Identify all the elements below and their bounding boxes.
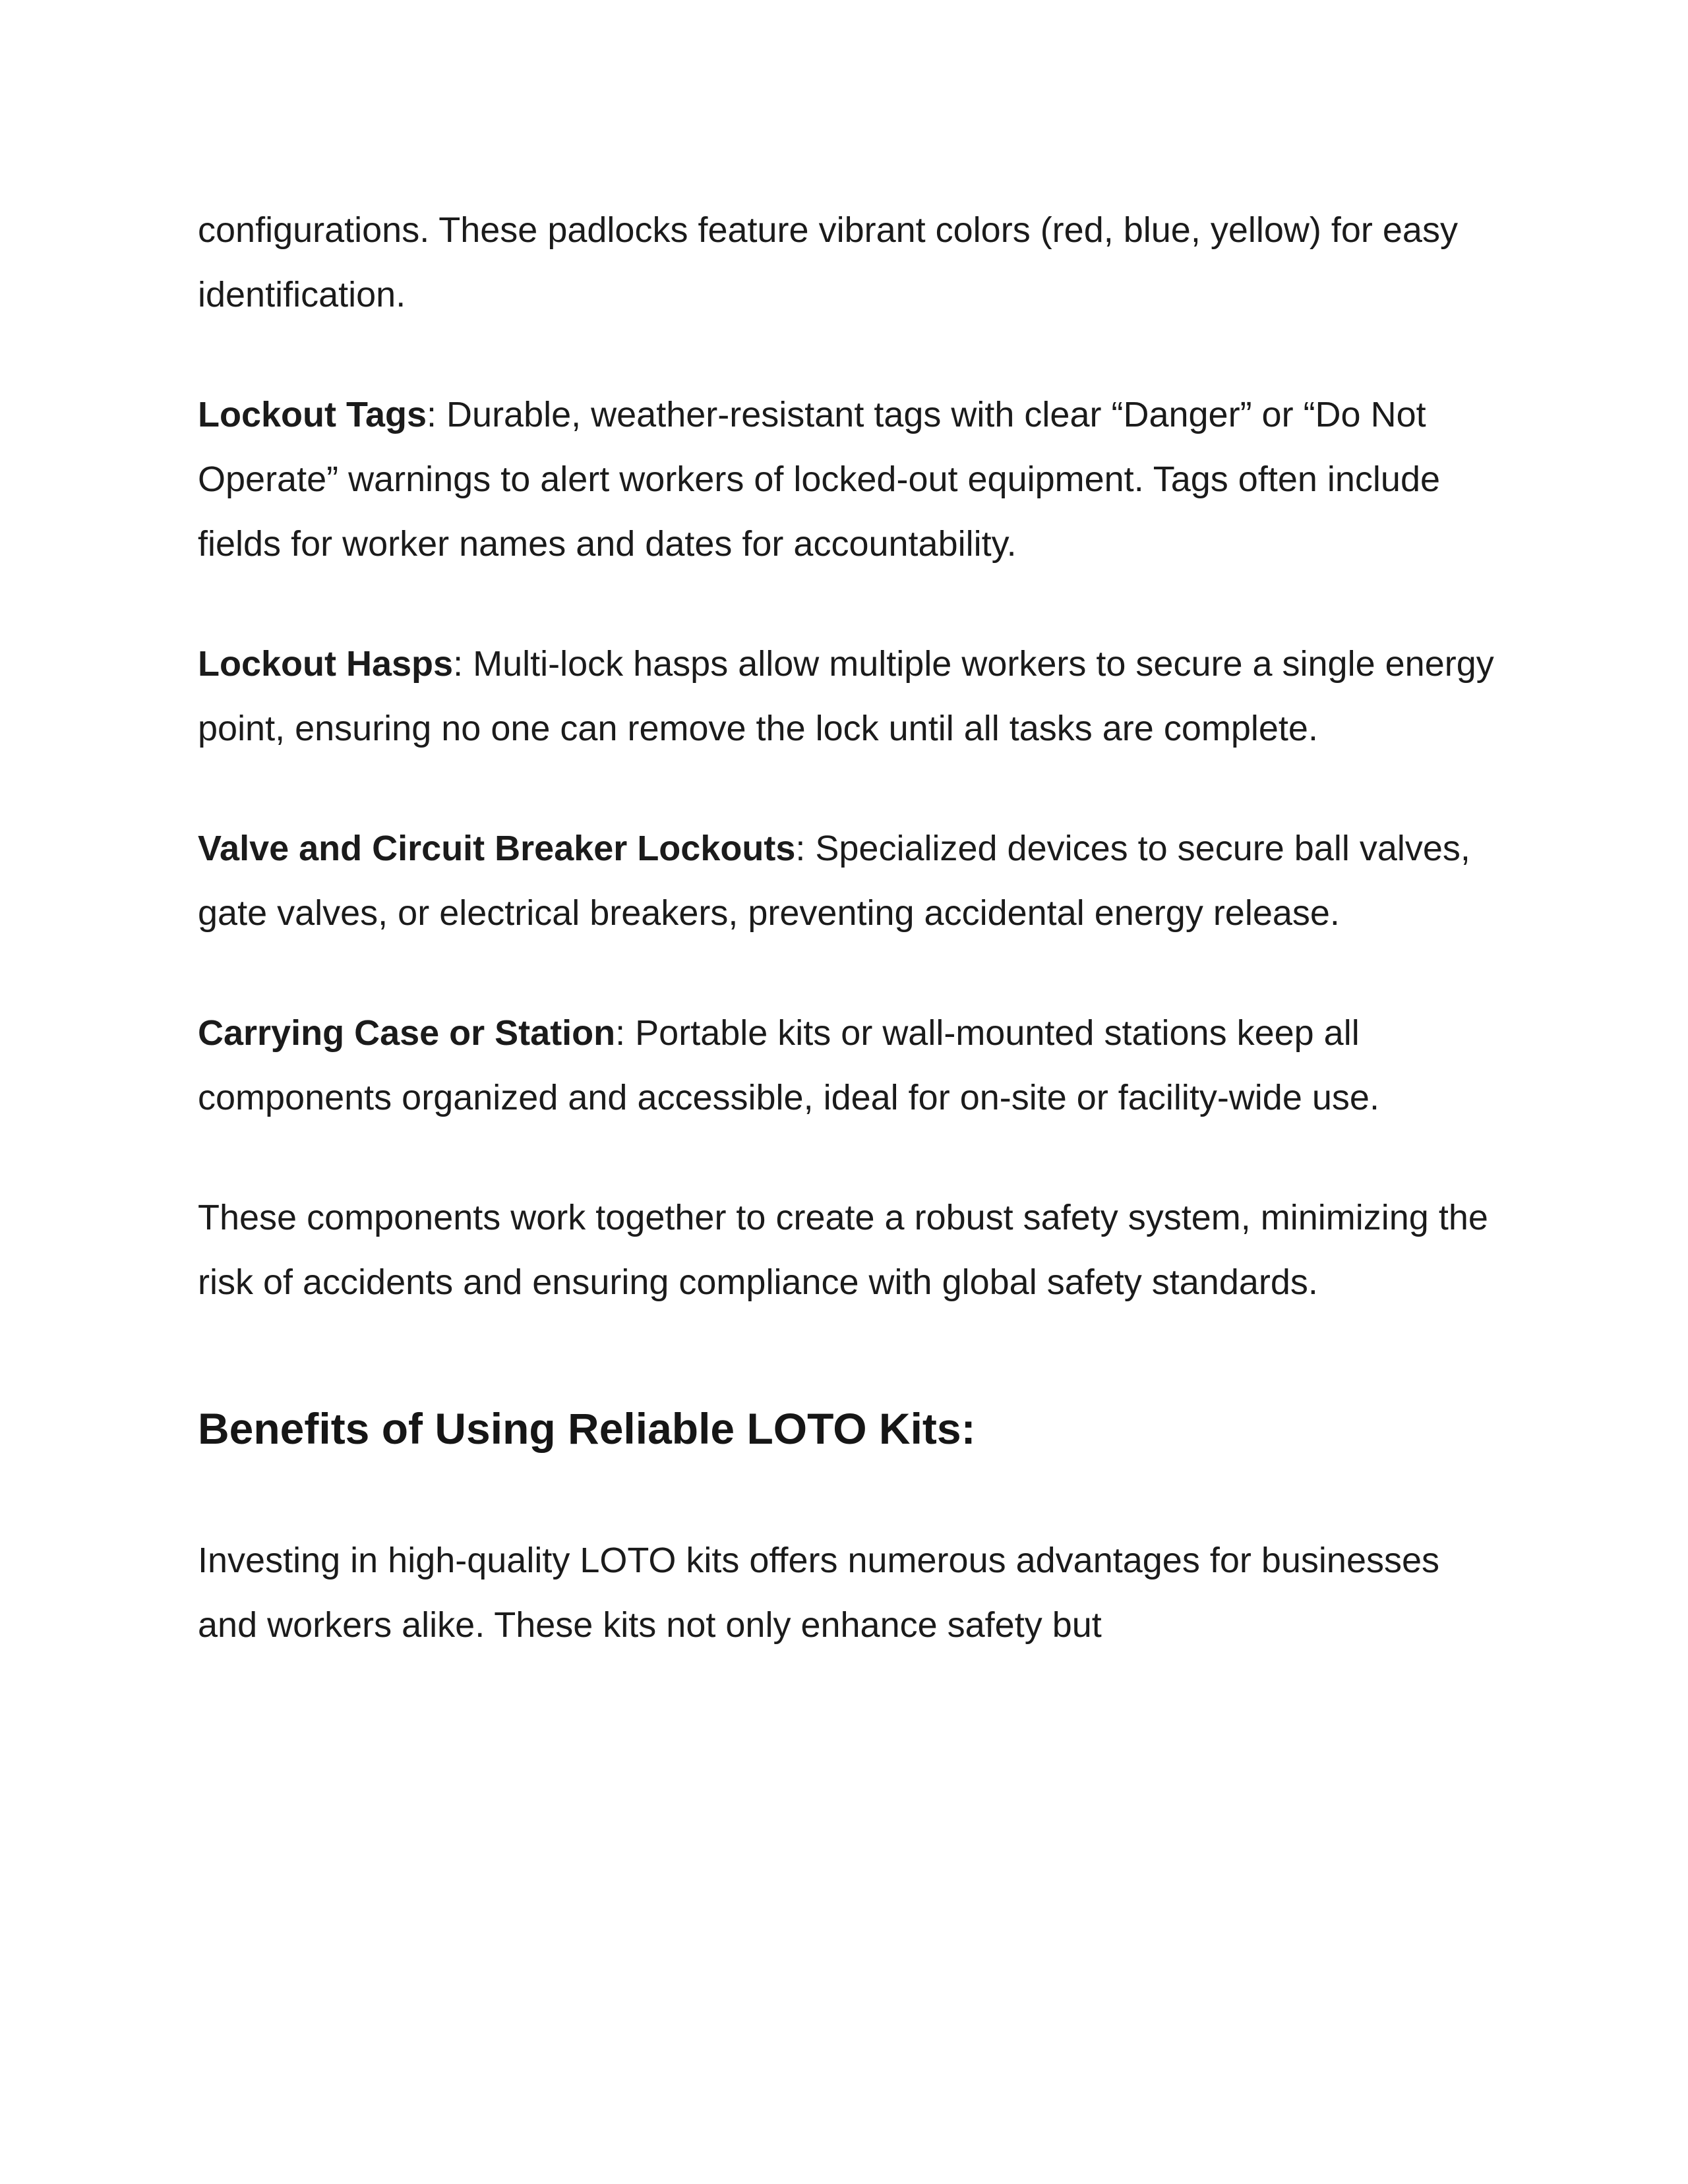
section-heading-benefits: Benefits of Using Reliable LOTO Kits:	[198, 1404, 976, 1453]
paragraph-lockout-hasps	[198, 632, 1507, 761]
paragraph-text: : Portable kits or wall-mounted stations keep all components organized and accessible, ideal for on-site or facility-wide use.	[198, 1013, 1379, 1117]
paragraph-text: : Durable, weather-resistant tags with clear “Danger” or “Do Not Operate” warnings to alert workers of locked-out equipment. Tags often include fields for worker names and dates for accountability.	[198, 395, 1441, 564]
document-page	[198, 198, 1507, 1713]
paragraph-text: These components work together to create a robust safety system, minimizing the risk of accidents and ensuring compliance with global safety standards.	[198, 1198, 1488, 1302]
paragraph-lockout-tags	[198, 382, 1507, 576]
paragraph-text: configurations. These padlocks feature vibrant colors (red, blue, yellow) for easy identification.	[198, 210, 1458, 314]
paragraph-lead: Lockout Hasps	[198, 644, 454, 684]
paragraph-lead: Valve and Circuit Breaker Lockouts	[198, 829, 796, 868]
paragraph-benefits-intro	[198, 1528, 1507, 1657]
paragraph-carrying-case-or-station	[198, 1001, 1507, 1130]
paragraph-summary	[198, 1185, 1507, 1314]
paragraph-lead: Carrying Case or Station	[198, 1013, 616, 1053]
paragraph-text: Investing in high-quality LOTO kits offers numerous advantages for businesses and workers alike. These kits not only enhance safety but	[198, 1541, 1440, 1645]
paragraph-text: : Multi-lock hasps allow multiple workers to secure a single energy point, ensuring no one can remove the lock until all tasks are complete.	[198, 644, 1494, 748]
paragraph-intro-continuation	[198, 198, 1507, 327]
paragraph-text: : Specialized devices to secure ball valves, gate valves, or electrical breakers, preventing accidental energy release.	[198, 829, 1470, 933]
paragraph-valve-circuit-breaker-lockouts	[198, 816, 1507, 945]
paragraph-lead: Lockout Tags	[198, 395, 427, 434]
